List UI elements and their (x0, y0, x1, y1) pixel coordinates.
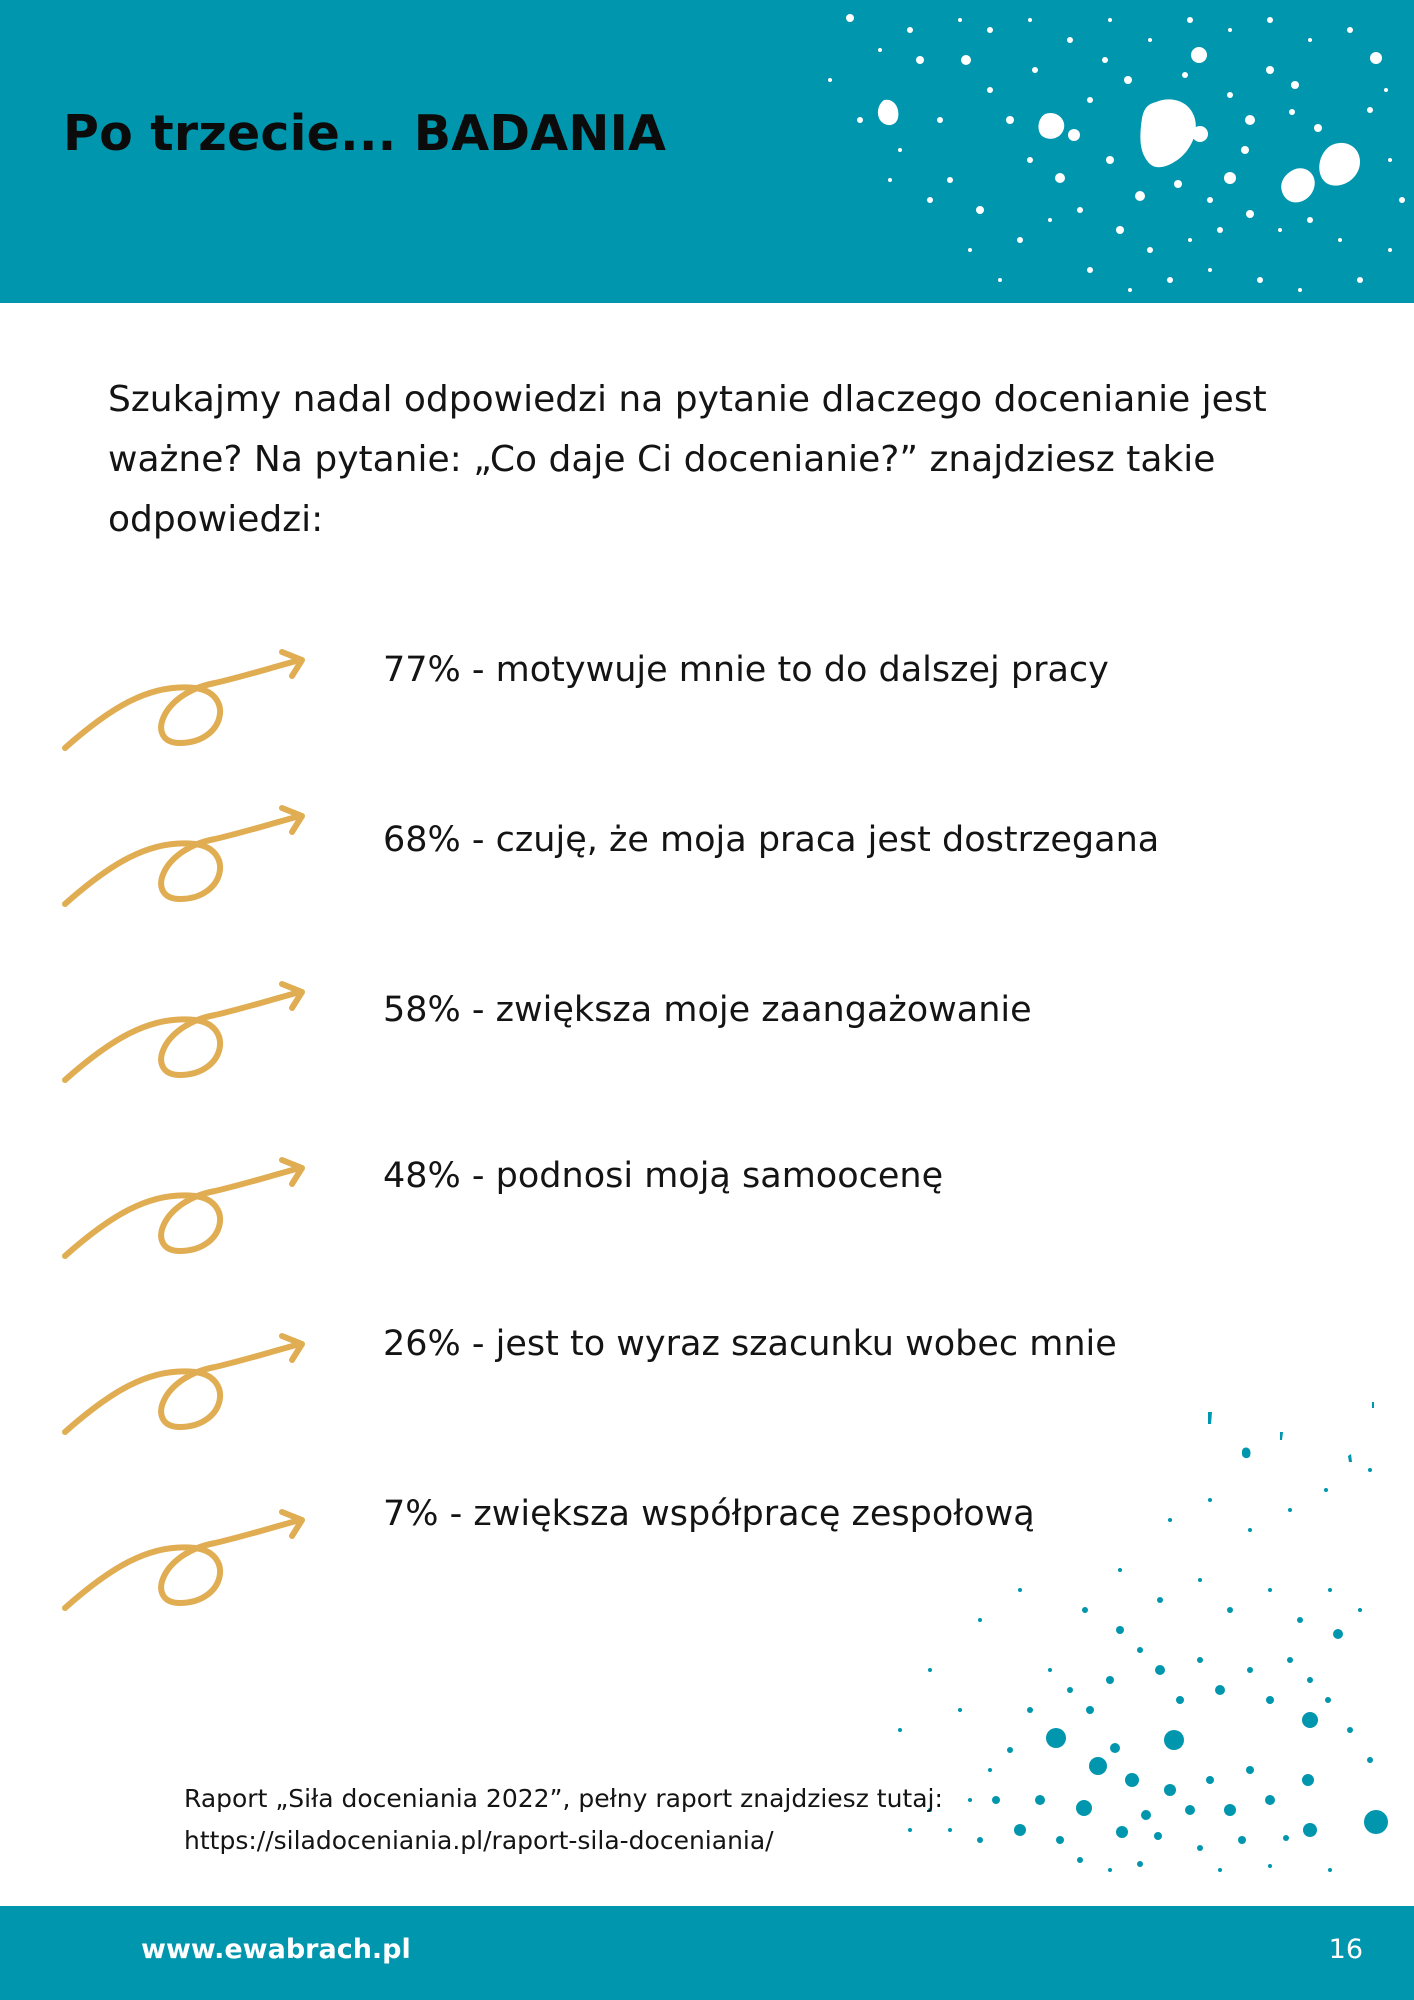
stat-label: 77% - motywuje mnie to do dalszej pracy (383, 650, 1109, 690)
source-citation (184, 1778, 943, 1862)
stat-label: 7% - zwiększa współpracę zespołową (383, 1494, 1035, 1534)
stat-label: 58% - zwiększa moje zaangażowanie (383, 990, 1032, 1030)
source-text: Raport „Siła doceniania 2022”, pełny raport znajdziesz tutaj: (184, 1784, 943, 1813)
stat-item (0, 796, 1414, 916)
page-title: Po trzecie... BADANIA (63, 105, 667, 162)
paint-splatter-decoration (790, 0, 1414, 303)
intro-paragraph: Szukajmy nadal odpowiedzi na pytanie dlaczego docenianie jest ważne? Na pytanie: „Co daje Ci docenianie?” znajdziesz takie odpowiedzi: (108, 379, 1267, 540)
curly-arrow-icon (60, 1156, 310, 1266)
stat-label: 26% - jest to wyraz szacunku wobec mnie (383, 1324, 1117, 1364)
source-link[interactable]: https://siladoceniania.pl/raport-sila-doceniania/ (184, 1826, 774, 1855)
header-banner (0, 0, 1414, 303)
curly-arrow-icon (60, 1332, 310, 1442)
curly-arrow-icon (60, 1508, 310, 1618)
stat-item (0, 1148, 1414, 1268)
stat-label: 68% - czuję, że moja praca jest dostrzegana (383, 820, 1160, 860)
curly-arrow-icon (60, 648, 310, 758)
stat-label: 48% - podnosi moją samoocenę (383, 1156, 944, 1196)
paint-splatter-decoration (870, 1370, 1414, 1910)
curly-arrow-icon (60, 804, 310, 914)
stat-item (0, 640, 1414, 760)
curly-arrow-icon (60, 980, 310, 1090)
page-number: 16 (1328, 1934, 1363, 1965)
footer-website-link[interactable]: www.ewabrach.pl (141, 1934, 411, 1965)
footer-bar (0, 1906, 1414, 2000)
stat-item (0, 972, 1414, 1092)
